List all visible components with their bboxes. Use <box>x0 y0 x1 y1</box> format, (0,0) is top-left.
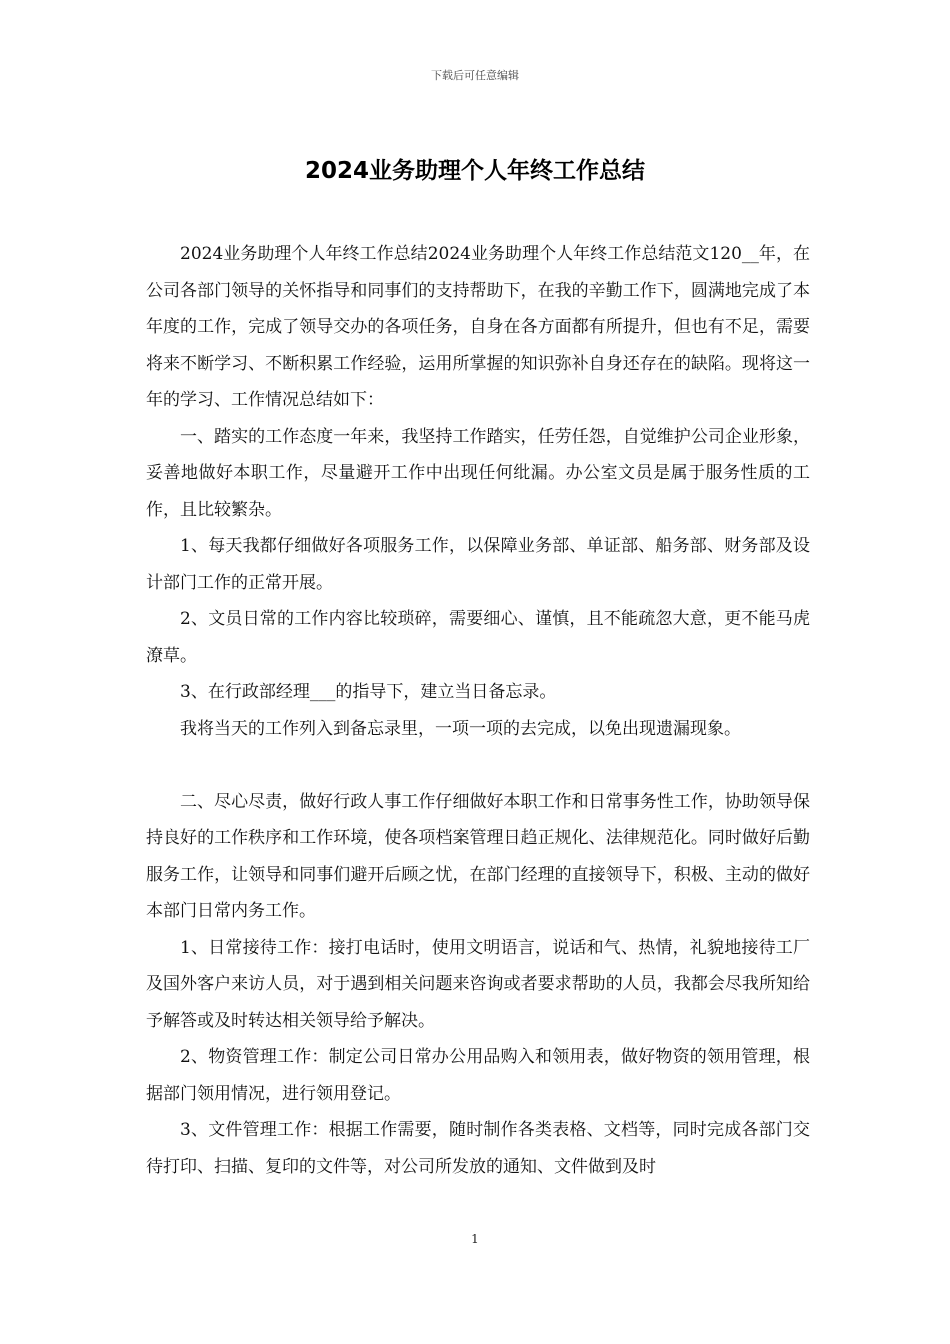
paragraph-gap <box>146 747 810 784</box>
page-number: 1 <box>471 1232 479 1246</box>
document-body <box>146 236 810 1185</box>
paragraph-item: 我将当天的工作列入到备忘录里，一项一项的去完成，以免出现遗漏现象。 <box>180 718 741 739</box>
document-title: 2024业务助理个人年终工作总结 <box>304 158 645 184</box>
paragraph-item: 2、文员日常的工作内容比较琐碎，需要细心、谨慎，且不能疏忽大意，更不能马虎潦草。 <box>146 609 810 666</box>
paragraph-intro: 2024业务助理个人年终工作总结2024业务助理个人年终工作总结范文120__年，在公司各部门领导的关怀指导和同事们的支持帮助下，在我的辛勤工作下，圆满地完成了本年度的工作，完成了领导交办的各项任务，自身在各方面都有所提升，但也有不足，需要将来不断学习、不断积累工作经验，运用所掌握的知识弥补自身还存在的缺陷。现将这一年的学习、工作情况总结如下： <box>146 244 810 410</box>
paragraph-item: 3、文件管理工作：根据工作需要，随时制作各类表格、文档等，同时完成各部门交待打印、扫描、复印的文件等，对公司所发放的通知、文件做到及时 <box>146 1120 810 1177</box>
paragraph-section-2: 二、尽心尽责，做好行政人事工作仔细做好本职工作和日常事务性工作，协助领导保持良好的工作秩序和工作环境，使各项档案管理日趋正规化、法律规范化。同时做好后勤服务工作，让领导和同事们避开后顾之忧，在部门经理的直接领导下，积极、主动的做好本部门日常内务工作。 <box>146 791 810 921</box>
paragraph-item: 3、在行政部经理___的指导下，建立当日备忘录。 <box>180 682 557 702</box>
paragraph-item: 1、每天我都仔细做好各项服务工作，以保障业务部、单证部、船务部、财务部及设计部门工作的正常开展。 <box>146 536 810 593</box>
paragraph-section-1: 一、踏实的工作态度一年来，我坚持工作踏实，任劳任怨，自觉维护公司企业形象，妥善地做好本职工作，尽量避开工作中出现任何纰漏。办公室文员是属于服务性质的工作，且比较繁杂。 <box>146 426 810 520</box>
paragraph-item: 2、物资管理工作：制定公司日常办公用品购入和领用表，做好物资的领用管理，根据部门领用情况，进行领用登记。 <box>146 1047 810 1104</box>
paragraph-item: 1、日常接待工作：接打电话时，使用文明语言，说话和气、热情，礼貌地接待工厂及国外客户来访人员，对于遇到相关问题来咨询或者要求帮助的人员，我都会尽我所知给予解答或及时转达相关领导给予解决。 <box>146 937 810 1031</box>
page-header-note: 下载后可任意编辑 <box>431 69 519 82</box>
